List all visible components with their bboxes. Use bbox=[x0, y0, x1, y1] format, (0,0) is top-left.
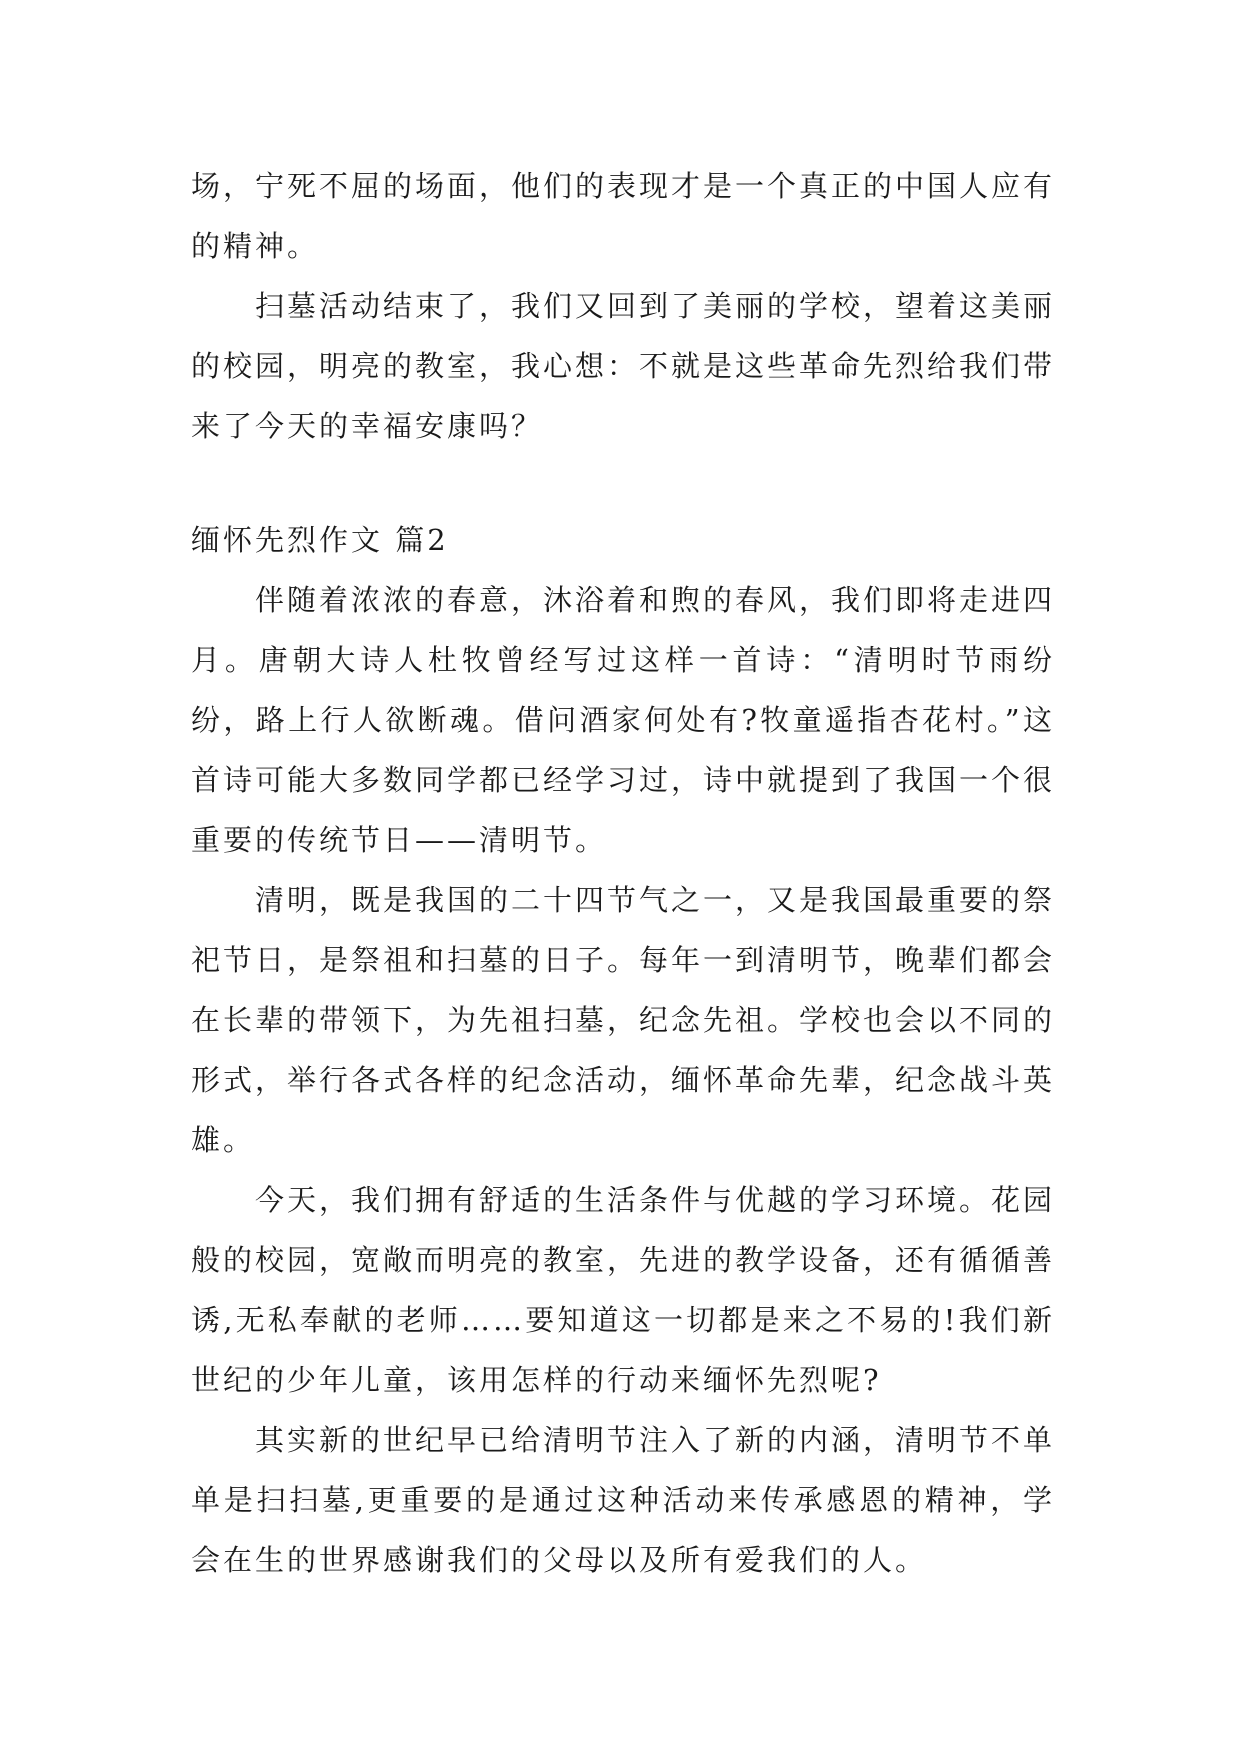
essay1-closing-block bbox=[191, 276, 1055, 456]
essay2-paragraph-4: 其实新的世纪早已给清明节注入了新的内涵，清明节不单单是扫扫墓,更重要的是通过这种活动来传承感恩的精神，学会在生的世界感谢我们的父母以及所有爱我们的人。 bbox=[191, 1423, 1056, 1577]
essay2-body bbox=[191, 570, 1055, 1590]
essay1-continuation-block bbox=[191, 156, 1055, 276]
essay1-closing-paragraph: 扫墓活动结束了，我们又回到了美丽的学校，望着这美丽的校园，明亮的教室，我心想：不就是这些革命先烈给我们带来了今天的幸福安康吗？ bbox=[191, 289, 1056, 443]
essay1-continuation-paragraph: 场，宁死不屈的场面，他们的表现才是一个真正的中国人应有的精神。 bbox=[191, 169, 1056, 263]
essay2-paragraph-1: 伴随着浓浓的春意，沐浴着和煦的春风，我们即将走进四月。唐朝大诗人杜牧曾经写过这样一首诗：“清明时节雨纷纷，路上行人欲断魂。借问酒家何处有?牧童遥指杏花村。”这首诗可能大多数同学都已经学习过，诗中就提到了我国一个很重要的传统节日——清明节。 bbox=[191, 583, 1056, 857]
essay2-paragraph-3: 今天，我们拥有舒适的生活条件与优越的学习环境。花园般的校园，宽敞而明亮的教室，先进的教学设备，还有循循善诱,无私奉献的老师……要知道这一切都是来之不易的!我们新世纪的少年儿童，该用怎样的行动来缅怀先烈呢? bbox=[191, 1183, 1056, 1397]
essay2-paragraph-2: 清明，既是我国的二十四节气之一，又是我国最重要的祭祀节日，是祭祖和扫墓的日子。每年一到清明节，晚辈们都会在长辈的带领下，为先祖扫墓，纪念先祖。学校也会以不同的形式，举行各式各样的纪念活动，缅怀革命先辈，纪念战斗英雄。 bbox=[191, 883, 1056, 1157]
essay2-heading: 缅怀先烈作文 篇2 bbox=[191, 523, 449, 557]
